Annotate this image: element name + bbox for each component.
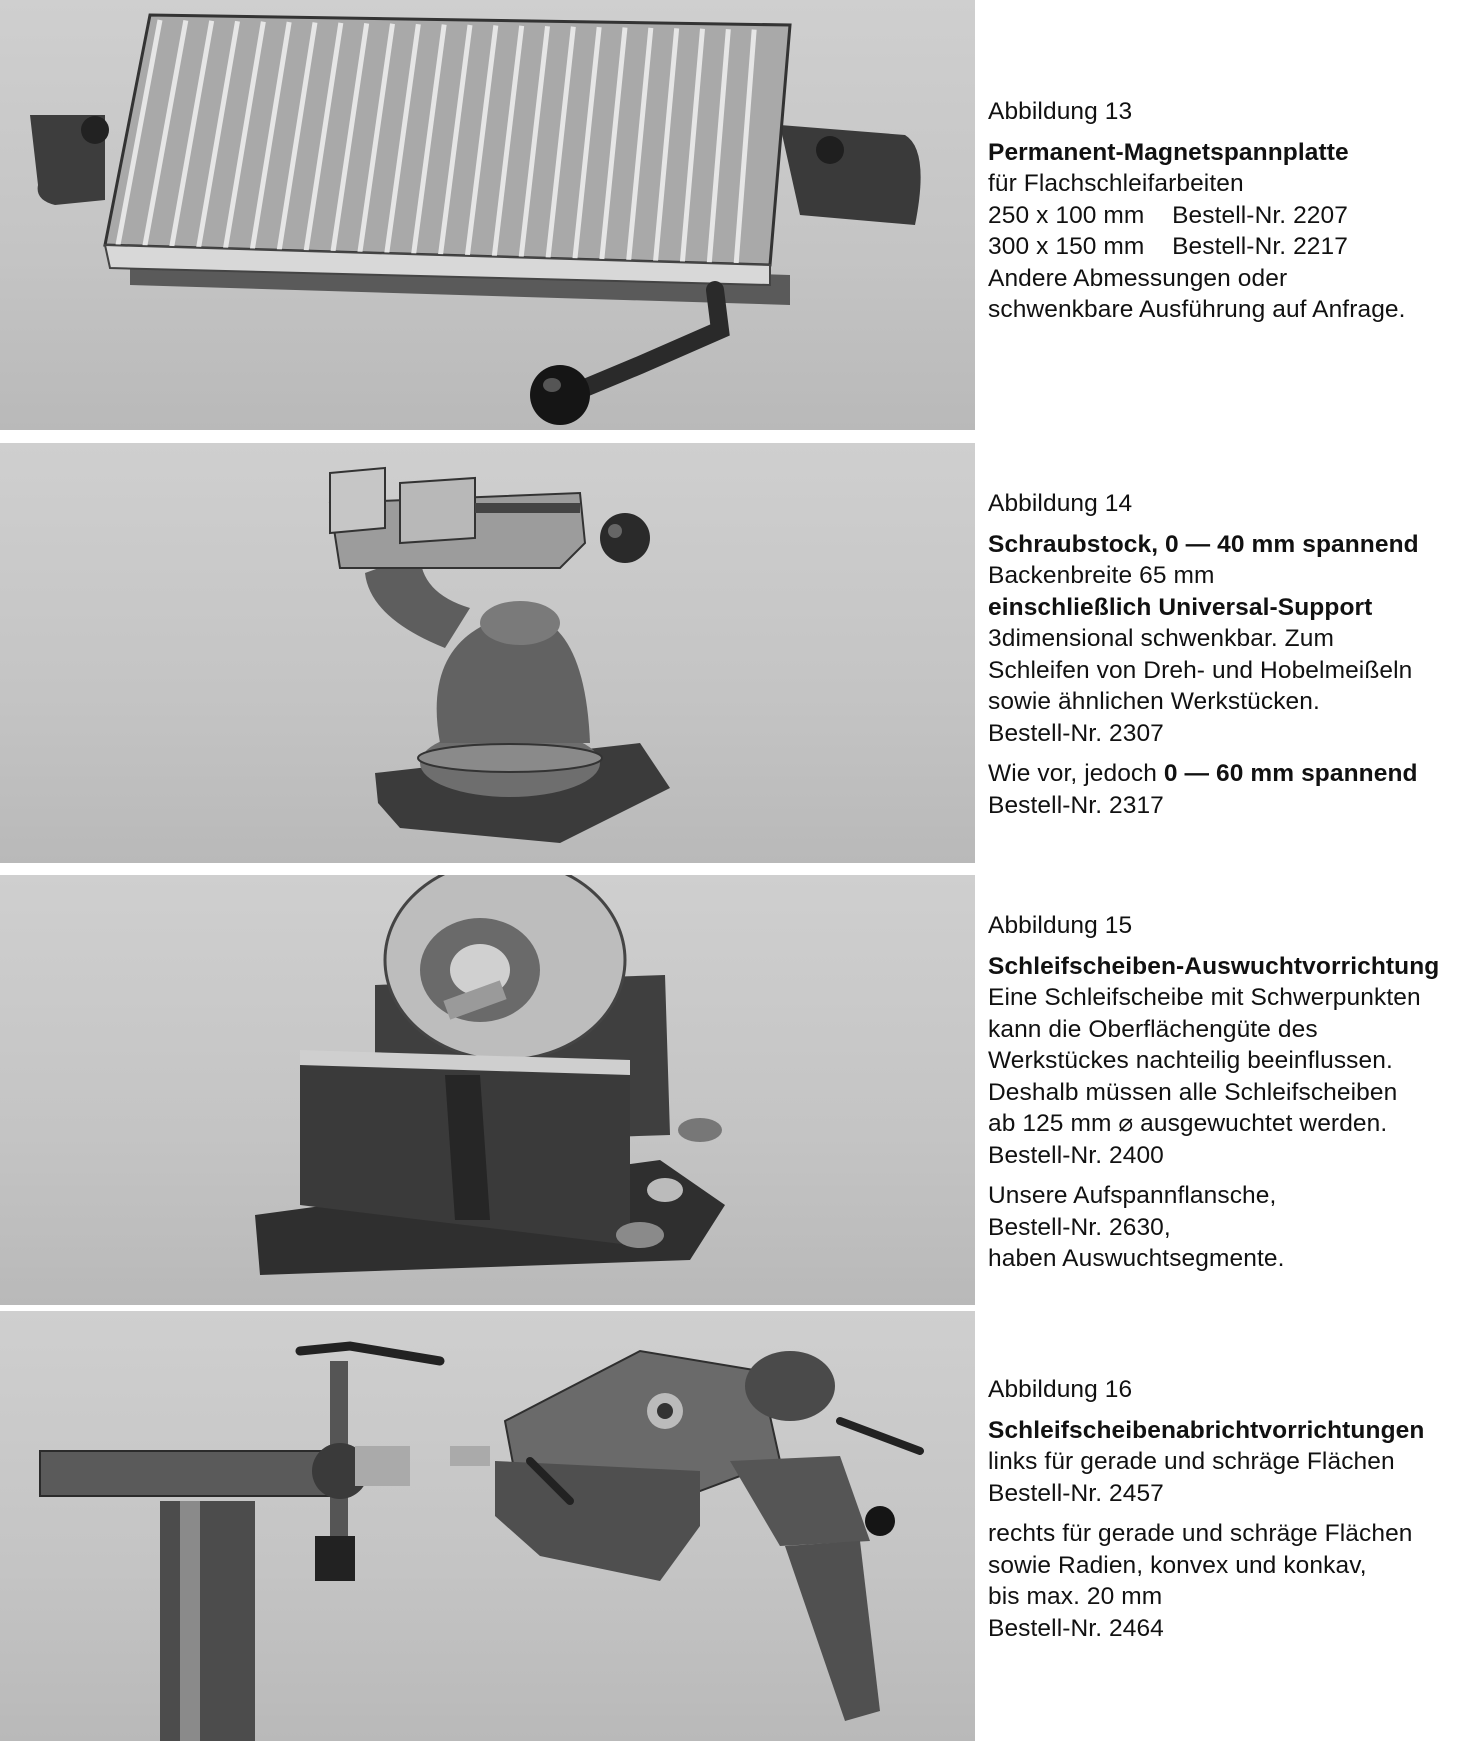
- product-title: Schraubstock, 0 — 40 mm spannend: [988, 530, 1419, 558]
- caption-line: 300 x 150 mm Bestell-Nr. 2217: [988, 233, 1348, 260]
- caption-line: Bestell-Nr. 2307: [988, 719, 1164, 747]
- caption-line: Backenbreite 65 mm: [988, 562, 1215, 589]
- dressing-devices-illustration: [0, 1311, 975, 1741]
- product-title: Schleifscheiben-Auswuchtvorrichtung: [988, 952, 1440, 980]
- figure-label: Abbildung 13: [988, 98, 1133, 125]
- magnetic-chuck-illustration: [0, 0, 975, 430]
- product-subtitle: einschließlich Universal-Support: [988, 593, 1373, 621]
- caption-line: Unsere Aufspannflansche,: [988, 1182, 1277, 1209]
- caption-line: haben Auswuchtsegmente.: [988, 1245, 1285, 1272]
- photo-vise-support: [0, 443, 975, 863]
- figure-label: Abbildung 16: [988, 1376, 1133, 1403]
- photo-magnetic-chuck: [0, 0, 975, 430]
- vise-illustration: [0, 443, 975, 863]
- caption-line: sowie Radien, konvex und konkav,: [988, 1551, 1367, 1579]
- caption-line: Bestell-Nr. 2630,: [988, 1213, 1171, 1241]
- variant-range: 0 — 60 mm spannend: [1163, 760, 1418, 787]
- caption-line: Bestell-Nr. 2317: [988, 791, 1164, 819]
- caption-line: links für gerade und schräge Flächen: [988, 1448, 1395, 1475]
- caption-line: 250 x 100 mm Bestell-Nr. 2207: [988, 201, 1348, 229]
- product-title: Permanent-Magnetspannplatte: [988, 138, 1349, 166]
- caption-line: Eine Schleifscheibe mit Schwerpunkten: [988, 984, 1421, 1011]
- balancing-stand-illustration: [0, 875, 975, 1305]
- figure-label: Abbildung 15: [988, 912, 1133, 939]
- caption-abbildung-16: [988, 1374, 1463, 1644]
- caption-abbildung-14: [988, 488, 1463, 821]
- caption-line: Bestell-Nr. 2400: [988, 1141, 1164, 1169]
- figure-label: Abbildung 14: [988, 490, 1133, 517]
- caption-line: Bestell-Nr. 2457: [988, 1479, 1164, 1507]
- variant-line: [988, 758, 1463, 790]
- caption-line: ab 125 mm ⌀ ausgewuchtet werden.: [988, 1110, 1388, 1137]
- caption-line: Andere Abmessungen oder: [988, 264, 1288, 292]
- caption-line: 3dimensional schwenkbar. Zum: [988, 625, 1334, 652]
- caption-line: kann die Oberflächengüte des: [988, 1015, 1318, 1043]
- caption-line: für Flachschleifarbeiten: [988, 170, 1244, 197]
- caption-line: sowie ähnlichen Werkstücken.: [988, 688, 1320, 715]
- caption-line: schwenkbare Ausführung auf Anfrage.: [988, 296, 1406, 323]
- caption-abbildung-15: [988, 910, 1463, 1275]
- caption-line: Deshalb müssen alle Schleifscheiben: [988, 1078, 1398, 1106]
- caption-line: bis max. 20 mm: [988, 1583, 1163, 1610]
- caption-line: Werkstückes nachteilig beeinflussen.: [988, 1047, 1393, 1074]
- variant-prefix: Wie vor, jedoch: [988, 760, 1164, 787]
- caption-abbildung-13: [988, 96, 1463, 326]
- caption-line: Bestell-Nr. 2464: [988, 1614, 1164, 1642]
- caption-line: rechts für gerade und schräge Flächen: [988, 1520, 1413, 1547]
- product-title: Schleifscheibenabrichtvorrichtungen: [988, 1416, 1425, 1444]
- caption-line: Schleifen von Dreh- und Hobelmeißeln: [988, 656, 1413, 684]
- photo-balancing-stand: [0, 875, 975, 1305]
- photo-dressing-devices: [0, 1311, 975, 1741]
